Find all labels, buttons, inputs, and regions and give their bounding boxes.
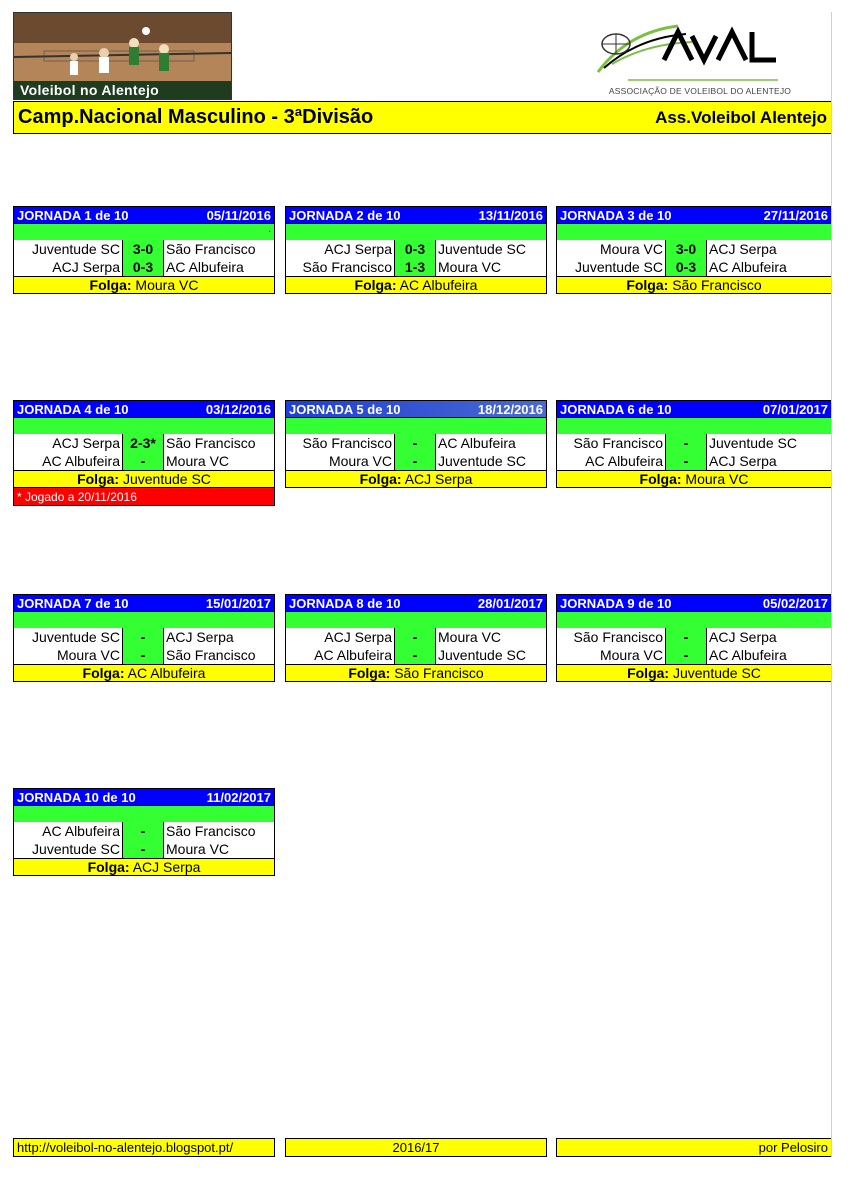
- match-score: -: [666, 646, 707, 664]
- round-name: JORNADA 1 de 10: [17, 208, 129, 223]
- round-date: 03/12/2016: [205, 402, 271, 417]
- match-score: 0-3: [666, 258, 707, 276]
- page-edge-divider: [831, 12, 832, 1157]
- match-score: 0-3: [395, 240, 436, 258]
- round-spacer: [285, 224, 547, 240]
- rest-label: Folga:: [348, 665, 391, 681]
- match-row: [285, 452, 547, 470]
- rest-team: Moura VC: [685, 471, 749, 487]
- home-team: Juventude SC: [14, 240, 123, 258]
- rest-label: Folga:: [626, 277, 669, 293]
- rest-label: Folga:: [359, 471, 402, 487]
- round-card: [285, 594, 547, 682]
- rest-team: ACJ Serpa: [132, 859, 201, 875]
- match-row: [556, 258, 832, 276]
- match-score: 2-3*: [123, 434, 164, 452]
- match-score: -: [123, 840, 164, 858]
- rest-label: Folga:: [87, 859, 130, 875]
- away-team: São Francisco: [166, 647, 256, 663]
- rest-team: AC Albufeira: [399, 277, 478, 293]
- rest-label: Folga:: [82, 665, 125, 681]
- photo-caption: Voleibol no Alentejo: [14, 81, 231, 99]
- rest-row: [285, 664, 547, 682]
- round-spacer: [285, 612, 547, 628]
- match-score: -: [123, 628, 164, 646]
- match-score: -: [123, 822, 164, 840]
- match-row: [556, 646, 832, 664]
- match-row: [556, 434, 832, 452]
- round-spacer: [13, 418, 275, 434]
- round-date: 18/12/2016: [477, 402, 543, 417]
- away-team: Juventude SC: [438, 241, 526, 257]
- match-score: -: [395, 434, 436, 452]
- away-team: AC Albufeira: [438, 435, 516, 451]
- match-score: -: [123, 452, 164, 470]
- round-card: [556, 206, 832, 294]
- home-team: ACJ Serpa: [286, 628, 395, 646]
- match-row: [556, 452, 832, 470]
- away-team: Moura VC: [438, 629, 502, 645]
- match-row: [285, 646, 547, 664]
- rest-label: Folga:: [639, 471, 682, 487]
- title-bar: [13, 101, 832, 134]
- rest-row: [556, 664, 832, 682]
- association-name: Ass.Voleibol Alentejo: [655, 108, 827, 127]
- round-header: [13, 788, 275, 806]
- round-card: [556, 594, 832, 682]
- logo-subtitle: ASSOCIAÇÃO DE VOLEIBOL DO ALENTEJO: [608, 86, 792, 96]
- rest-label: Folga:: [354, 277, 397, 293]
- round-header: [285, 594, 547, 612]
- round-date: 05/11/2016: [206, 208, 271, 223]
- rest-team: Juventude SC: [672, 665, 761, 681]
- away-team: ACJ Serpa: [709, 629, 777, 645]
- home-team: São Francisco: [557, 628, 666, 646]
- rest-row: [285, 276, 547, 294]
- rest-label: Folga:: [89, 277, 132, 293]
- match-score: 0-3: [123, 258, 164, 276]
- away-team: Juventude SC: [438, 647, 526, 663]
- home-team: Moura VC: [557, 240, 666, 258]
- round-spacer: [556, 224, 832, 240]
- round-card: [285, 206, 547, 294]
- away-team: AC Albufeira: [709, 259, 787, 275]
- match-score: 1-3: [395, 258, 436, 276]
- match-row: [285, 240, 547, 258]
- round-header: [13, 400, 275, 418]
- round-spacer: [285, 418, 547, 434]
- round-date: 28/01/2017: [477, 596, 543, 611]
- rest-team: São Francisco: [672, 277, 762, 293]
- round-name: JORNADA 7 de 10: [17, 596, 129, 611]
- match-score: -: [395, 452, 436, 470]
- round-name: JORNADA 3 de 10: [560, 208, 672, 223]
- match-row: [556, 240, 832, 258]
- away-team: São Francisco: [166, 823, 256, 839]
- rest-team: ACJ Serpa: [404, 471, 473, 487]
- round-date: 05/02/2017: [762, 596, 828, 611]
- round-header: [556, 594, 832, 612]
- home-team: ACJ Serpa: [14, 434, 123, 452]
- round-name: JORNADA 10 de 10: [17, 790, 136, 805]
- round-card: [556, 400, 832, 488]
- rest-team: Moura VC: [135, 277, 199, 293]
- away-team: AC Albufeira: [166, 259, 244, 275]
- away-team: Juventude SC: [438, 453, 526, 469]
- round-card: [13, 788, 275, 876]
- match-row: [13, 434, 275, 452]
- match-row: [13, 822, 275, 840]
- round-date: 27/11/2016: [763, 208, 828, 223]
- round-spacer: [556, 612, 832, 628]
- rest-row: [556, 470, 832, 488]
- home-team: São Francisco: [286, 258, 395, 276]
- rest-team: Juventude SC: [122, 471, 211, 487]
- round-name: JORNADA 5 de 10: [289, 402, 401, 417]
- home-team: AC Albufeira: [557, 452, 666, 470]
- home-team: São Francisco: [286, 434, 395, 452]
- round-note: * Jogado a 20/11/2016: [13, 488, 275, 506]
- rest-row: [556, 276, 832, 294]
- footer-author: por Pelosiro: [556, 1138, 832, 1157]
- home-team: Moura VC: [286, 452, 395, 470]
- home-team: AC Albufeira: [286, 646, 395, 664]
- away-team: Moura VC: [166, 841, 230, 857]
- round-name: JORNADA 8 de 10: [289, 596, 401, 611]
- round-name: JORNADA 6 de 10: [560, 402, 672, 417]
- round-card: [13, 206, 275, 294]
- rest-row: [13, 664, 275, 682]
- round-date: 13/11/2016: [478, 208, 543, 223]
- round-date: 11/02/2017: [206, 790, 271, 805]
- home-team: São Francisco: [557, 434, 666, 452]
- match-row: [13, 258, 275, 276]
- round-header: [285, 400, 547, 418]
- rest-row: [285, 470, 547, 488]
- away-team: Moura VC: [166, 453, 230, 469]
- away-team: AC Albufeira: [709, 647, 787, 663]
- home-team: Juventude SC: [557, 258, 666, 276]
- round-spacer: [13, 224, 275, 240]
- footer-season: 2016/17: [285, 1138, 547, 1157]
- home-team: Moura VC: [14, 646, 123, 664]
- match-row: [13, 840, 275, 858]
- match-row: [285, 434, 547, 452]
- round-name: JORNADA 9 de 10: [560, 596, 672, 611]
- match-score: 3-0: [666, 240, 707, 258]
- match-row: [285, 258, 547, 276]
- round-card: [13, 400, 275, 506]
- match-score: -: [666, 452, 707, 470]
- round-header: [556, 206, 832, 224]
- round-spacer: [556, 418, 832, 434]
- round-date: 15/01/2017: [205, 596, 271, 611]
- round-header: [13, 594, 275, 612]
- round-spacer: [13, 806, 275, 822]
- match-row: [13, 240, 275, 258]
- match-score: -: [395, 628, 436, 646]
- match-score: -: [395, 646, 436, 664]
- round-header: [285, 206, 547, 224]
- match-row: [285, 628, 547, 646]
- match-score: -: [666, 434, 707, 452]
- match-row: [13, 452, 275, 470]
- home-team: AC Albufeira: [14, 452, 123, 470]
- rest-row: [13, 276, 275, 294]
- away-team: Moura VC: [438, 259, 502, 275]
- away-team: ACJ Serpa: [166, 629, 234, 645]
- round-name: JORNADA 2 de 10: [289, 208, 401, 223]
- home-team: AC Albufeira: [14, 822, 123, 840]
- rest-team: São Francisco: [394, 665, 484, 681]
- rest-label: Folga:: [627, 665, 670, 681]
- home-team: ACJ Serpa: [14, 258, 123, 276]
- footer-url[interactable]: http://voleibol-no-alentejo.blogspot.pt/: [13, 1138, 275, 1157]
- match-row: [556, 628, 832, 646]
- home-team: Juventude SC: [14, 840, 123, 858]
- match-score: -: [123, 646, 164, 664]
- round-spacer: [13, 612, 275, 628]
- home-team: ACJ Serpa: [286, 240, 395, 258]
- round-name: JORNADA 4 de 10: [17, 402, 129, 417]
- rest-row: [13, 470, 275, 488]
- round-date: 07/01/2017: [762, 402, 828, 417]
- header-photo: [13, 12, 232, 100]
- round-header: [13, 206, 275, 224]
- away-team: ACJ Serpa: [709, 241, 777, 257]
- rest-team: AC Albufeira: [127, 665, 206, 681]
- home-team: Moura VC: [557, 646, 666, 664]
- round-mark: .: [268, 224, 271, 235]
- match-row: [13, 646, 275, 664]
- match-score: -: [666, 628, 707, 646]
- round-header: [556, 400, 832, 418]
- rest-label: Folga:: [77, 471, 120, 487]
- page-title: Camp.Nacional Masculino - 3ªDivisão: [18, 106, 374, 128]
- round-card: [285, 400, 547, 488]
- round-card: [13, 594, 275, 682]
- away-team: ACJ Serpa: [709, 453, 777, 469]
- away-team: São Francisco: [166, 241, 256, 257]
- away-team: São Francisco: [166, 435, 256, 451]
- match-row: [13, 628, 275, 646]
- aval-logo: [568, 12, 832, 98]
- home-team: Juventude SC: [14, 628, 123, 646]
- rest-row: [13, 858, 275, 876]
- away-team: Juventude SC: [709, 435, 797, 451]
- match-score: 3-0: [123, 240, 164, 258]
